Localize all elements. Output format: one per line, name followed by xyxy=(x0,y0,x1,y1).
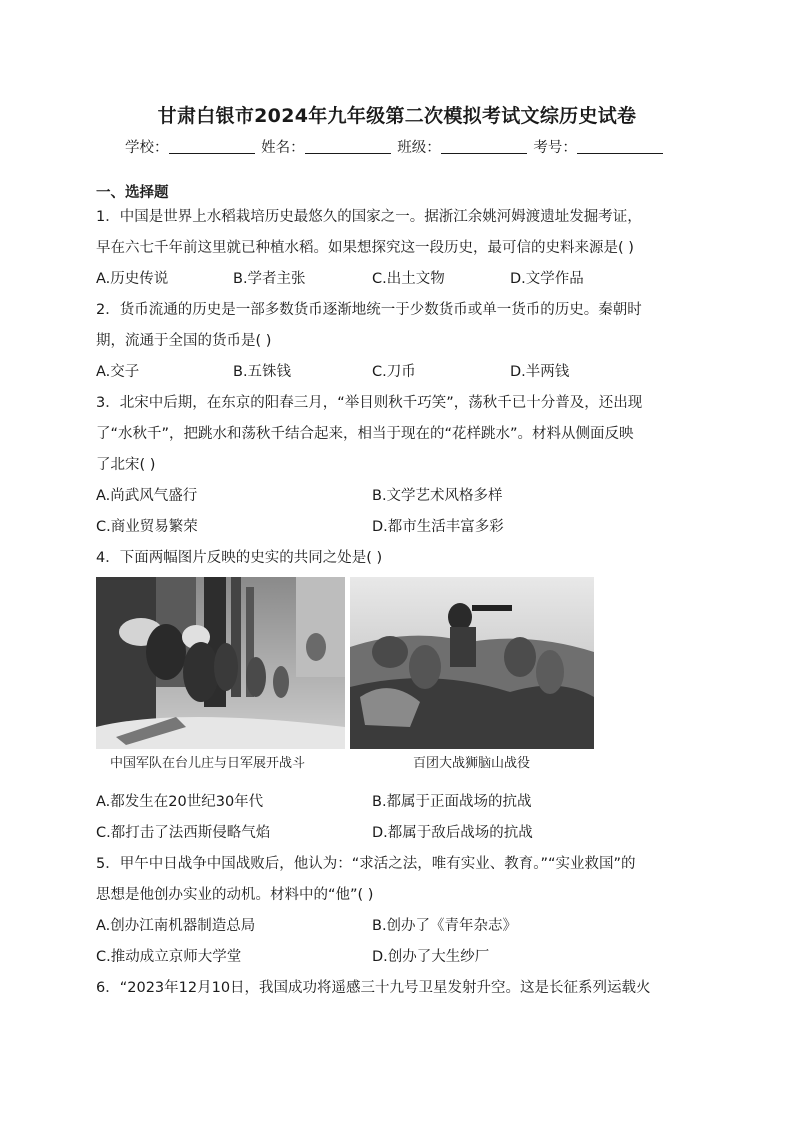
class-label: 班级： xyxy=(397,140,441,156)
student-info-row xyxy=(125,136,665,157)
question-5-line-1: 5．甲午中日战争中国战败后，他认为：“求活之法，唯有实业、教育。”“实业救国”的 xyxy=(96,856,636,872)
q5-option-c: C.推动成立京师大学堂 xyxy=(96,949,242,965)
left-photo-caption: 中国军队在台儿庄与日军展开战斗 xyxy=(110,756,306,771)
taierzhuang-battle-photo xyxy=(96,577,345,749)
q5-option-b: B.创办了《青年杂志》 xyxy=(372,918,518,934)
section-heading: 一、选择题 xyxy=(96,185,169,201)
q1-option-d: D.文学作品 xyxy=(510,271,584,287)
class-blank xyxy=(441,139,527,154)
q1-option-b: B.学者主张 xyxy=(233,271,306,287)
q1-option-a: A.历史传说 xyxy=(96,271,169,287)
question-4-line-1: 4．下面两幅图片反映的史实的共同之处是( ) xyxy=(96,550,383,566)
exam-no-label: 考号： xyxy=(533,140,577,156)
question-1-line-2: 早在六七千年前这里就已种植水稻。如果想探究这一段历史，最可信的史料来源是( ) xyxy=(96,240,634,256)
q3-option-c: C.商业贸易繁荣 xyxy=(96,519,198,535)
q2-option-a: A.交子 xyxy=(96,364,140,380)
q3-option-b: B.文学艺术风格多样 xyxy=(372,488,503,504)
q2-option-b: B.五铢钱 xyxy=(233,364,292,380)
school-blank xyxy=(169,139,255,154)
question-6-line-1: 6．“2023年12月10日，我国成功将遥感三十九号卫星发射升空。这是长征系列运载火 xyxy=(96,980,651,996)
name-blank xyxy=(305,139,391,154)
question-5-line-2: 思想是他创办实业的动机。材料中的“他”( ) xyxy=(96,887,374,903)
exam-no-blank xyxy=(577,139,663,154)
page-title: 甘肃白银市2024年九年级第二次模拟考试文综历史试卷 xyxy=(157,105,637,127)
right-photo-caption: 百团大战狮脑山战役 xyxy=(413,756,531,771)
q3-option-a: A.尚武风气盛行 xyxy=(96,488,198,504)
q3-option-d: D.都市生活丰富多彩 xyxy=(372,519,504,535)
question-1-line-1: 1．中国是世界上水稻栽培历史最悠久的国家之一。据浙江余姚河姆渡遗址发掘考证， xyxy=(96,209,642,225)
question-3-line-3: 了北宋( ) xyxy=(96,457,156,473)
q5-option-d: D.创办了大生纱厂 xyxy=(372,949,490,965)
school-label: 学校： xyxy=(125,140,169,156)
hundred-regiments-battle-photo xyxy=(350,577,594,749)
q4-option-b: B.都属于正面战场的抗战 xyxy=(372,794,532,810)
q1-option-c: C.出土文物 xyxy=(372,271,445,287)
question-3-line-1: 3．北宋中后期，在东京的阳春三月，“举目则秋千巧笑”，荡秋千已十分普及，还出现 xyxy=(96,395,643,411)
q2-option-c: C.刀币 xyxy=(372,364,416,380)
question-3-line-2: 了“水秋千”，把跳水和荡秋千结合起来，相当于现在的“花样跳水”。材料从侧面反映 xyxy=(96,426,634,442)
q4-option-a: A.都发生在20世纪30年代 xyxy=(96,794,264,810)
q5-option-a: A.创办江南机器制造总局 xyxy=(96,918,256,934)
name-label: 姓名： xyxy=(261,140,305,156)
q2-option-d: D.半两钱 xyxy=(510,364,570,380)
q4-option-c: C.都打击了法西斯侵略气焰 xyxy=(96,825,271,841)
q4-option-d: D.都属于敌后战场的抗战 xyxy=(372,825,533,841)
question-2-line-1: 2．货币流通的历史是一部多数货币逐渐地统一于少数货币或单一货币的历史。秦朝时 xyxy=(96,302,642,318)
question-2-line-2: 期，流通于全国的货币是( ) xyxy=(96,333,272,349)
